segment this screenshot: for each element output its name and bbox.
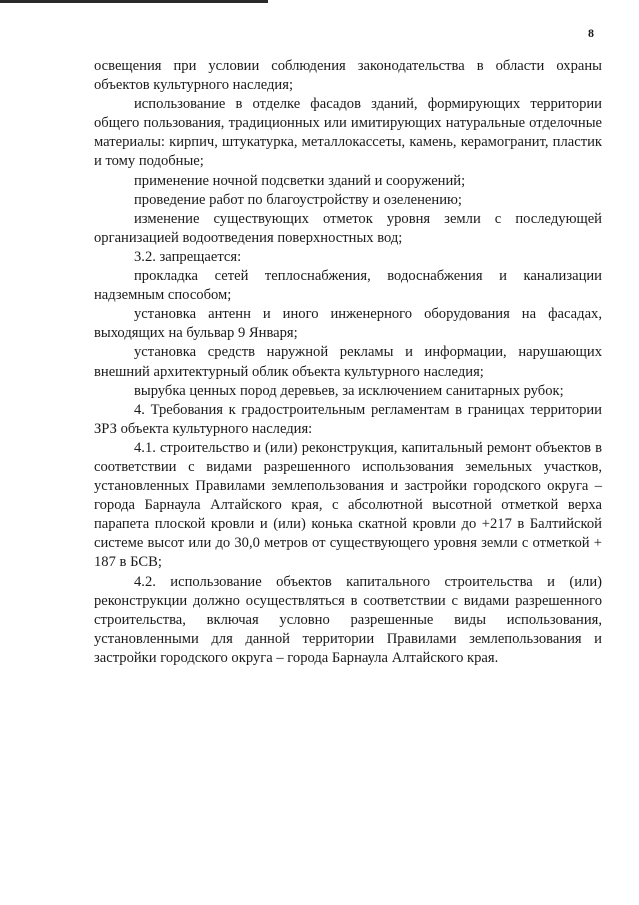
paragraph-night-lighting: применение ночной подсветки зданий и сооружений; [134,172,466,189]
paragraph-tree-cutting: вырубка ценных пород деревьев, за исключением санитарных рубок; [134,382,564,399]
paragraph-prohibited-heading: 3.2. запрещается: [134,248,242,265]
paragraph-antennas: установка антенн и иного инженерного оборудования на фасадах, выходящих на бульвар 9 Января; [94,306,602,342]
paragraph-facade-materials: использование в отделке фасадов зданий, формирующих территории общего пользования, традиционных или имитирующих натуральные отделочные материалы: кирпич, штукатурка, металлокассеты, камень, керамогранит, пластик и тому подобные; [94,96,602,170]
paragraph-advertising: установка средств наружной рекламы и информации, нарушающих внешний архитектурный облик объекта культурного наследия; [94,344,602,380]
paragraph-item-4-1: 4.1. строительство и (или) реконструкция, капитальный ремонт объектов в соответствии с видами разрешенного использования земельных участков, установленных Правилами землепользования и застройки городского округа – города Барнаула Алтайского края, с абсолютной высотной отметкой верха парапета плоской кровли и (или) конька скатной кровли до +217 в Балтийской системе высот или до 30,0 метров от существующего уровня земли с отметкой + 187 в БСВ; [94,439,602,571]
paragraph-item-4-2: 4.2. использование объектов капитального строительства и (или) реконструкции должно осуществляться в соответствии с видами разрешенного строительства, включая условно разрешенные виды использования, установленными для данной территории Правилами землепользования и застройки городского округа – города Барнаула Алтайского края. [94,573,602,666]
document-body [94,57,602,668]
paragraph-above-ground-networks: прокладка сетей теплоснабжения, водоснабжения и канализации надземным способом; [94,268,602,304]
scan-edge-mark [0,0,268,3]
paragraph-landscaping: проведение работ по благоустройству и озеленению; [134,191,462,208]
paragraph-section-4-heading: 4. Требования к градостроительным регламентам в границах территории ЗРЗ объекта культурного наследия: [94,401,602,437]
paragraph-continuation: освещения при условии соблюдения законодательства в области охраны объектов культурного наследия; [94,58,602,94]
paragraph-ground-level: изменение существующих отметок уровня земли с последующей организацией водоотведения поверхностных вод; [94,210,602,246]
page-number: 8 [588,26,594,40]
